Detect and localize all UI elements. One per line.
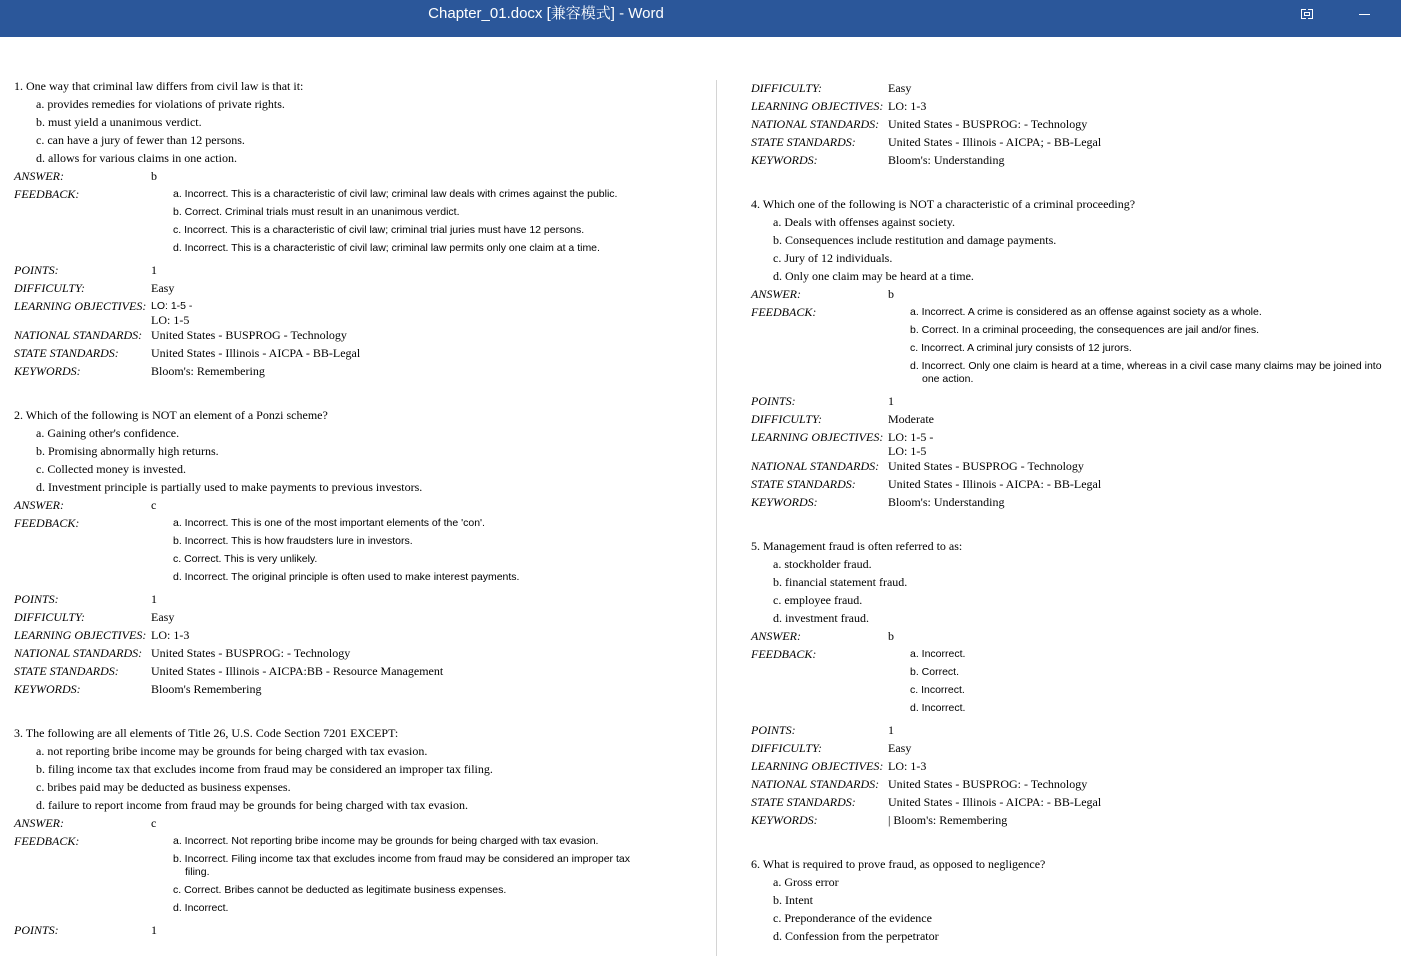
national-standards-label: NATIONAL STANDARDS: — [14, 646, 143, 660]
feedback-row — [751, 304, 1397, 389]
feedback-item: b. Correct. Criminal trials must result in an unanimous verdict. — [173, 206, 460, 218]
national-standards-row — [14, 327, 704, 345]
state-standards-row — [14, 663, 704, 681]
answer-row — [751, 286, 1397, 304]
restore-button[interactable] — [1284, 0, 1330, 28]
difficulty-label: DIFFICULTY: — [751, 81, 822, 95]
question-stem: 5. Management fraud is often referred to as: — [751, 539, 963, 553]
choice-c: c. Collected money is invested. — [36, 462, 186, 476]
learning-objectives-row — [14, 627, 704, 645]
feedback-item: a. Incorrect. This is one of the most important elements of the 'con'. — [173, 517, 485, 529]
question-stem: 3. The following are all elements of Title 26, U.S. Code Section 7201 EXCEPT: — [14, 726, 399, 740]
choice-a: a. Gross error — [773, 875, 839, 889]
national-standards-value: United States - BUSPROG: - Technology — [151, 646, 351, 660]
learning-objectives-label: LEARNING OBJECTIVES: — [751, 430, 884, 444]
keywords-label: KEYWORDS: — [751, 153, 818, 167]
keywords-label: KEYWORDS: — [14, 364, 81, 378]
choice-c: c. Jury of 12 individuals. — [773, 251, 893, 265]
choice-a: a. stockholder fraud. — [773, 557, 872, 571]
national-standards-label: NATIONAL STANDARDS: — [14, 328, 143, 342]
choice-b: b. financial statement fraud. — [773, 575, 908, 589]
difficulty-value: Easy — [151, 281, 175, 295]
feedback-item: c. Incorrect. — [910, 684, 965, 696]
difficulty-value: Moderate — [888, 412, 934, 426]
answer-label: ANSWER: — [14, 169, 64, 183]
national-standards-value: United States - BUSPROG - Technology — [151, 328, 347, 342]
state-standards-value: United States - Illinois - AICPA: - BB-Legal — [888, 795, 1102, 809]
learning-objectives-label: LEARNING OBJECTIVES: — [751, 759, 884, 773]
keywords-label: KEYWORDS: — [751, 495, 818, 509]
learning-objectives-row — [751, 98, 1397, 116]
state-standards-value: United States - Illinois - AICPA; - BB-Legal — [888, 135, 1102, 149]
question-stem: 1. One way that criminal law differs from civil law is that it: — [14, 79, 304, 93]
state-standards-label: STATE STANDARDS: — [14, 664, 119, 678]
points-label: POINTS: — [14, 592, 59, 606]
state-standards-value: United States - Illinois - AICPA:BB - Resource Management — [151, 664, 444, 678]
keywords-row — [14, 363, 704, 381]
keywords-row — [751, 152, 1397, 170]
lo-line: LO: 1-5 — [888, 444, 927, 458]
national-standards-label: NATIONAL STANDARDS: — [751, 117, 880, 131]
choice-b: b. Intent — [773, 893, 813, 907]
lo-line: LO: 1-5 - — [151, 300, 193, 312]
title-bar — [0, 0, 1401, 37]
question-1 — [14, 78, 704, 381]
points-value: 1 — [151, 592, 157, 606]
lo-line: LO: 1-5 — [151, 313, 190, 327]
answer-row — [14, 168, 704, 186]
feedback-row — [751, 646, 1397, 718]
feedback-item: d. Incorrect. Only one claim is heard at a time, whereas in a civil case many claims may be joined into one action. — [910, 360, 1382, 385]
document-page-right — [751, 78, 1397, 972]
points-value: 1 — [888, 394, 894, 408]
difficulty-row — [751, 411, 1397, 429]
points-row — [751, 722, 1397, 740]
choice-c: c. can have a jury of fewer than 12 persons. — [36, 133, 245, 147]
feedback-item: c. Incorrect. This is a characteristic of civil law; criminal trial juries must have 12 persons. — [173, 224, 585, 236]
feedback-label: FEEDBACK: — [751, 305, 817, 319]
answer-label: ANSWER: — [751, 629, 801, 643]
points-value: 1 — [151, 263, 157, 277]
state-standards-label: STATE STANDARDS: — [751, 795, 856, 809]
difficulty-value: Easy — [888, 741, 912, 755]
keywords-row — [751, 494, 1397, 512]
restore-icon — [1301, 9, 1313, 19]
keywords-label: KEYWORDS: — [751, 813, 818, 827]
feedback-item: a. Incorrect. Not reporting bribe income may be grounds for being charged with tax evasion. — [173, 835, 599, 847]
keywords-value: | Bloom's: Remembering — [888, 813, 1008, 827]
learning-objectives-row — [751, 758, 1397, 776]
feedback-list — [151, 186, 643, 258]
choice-d: d. failure to report income from fraud may be grounds for being charged with tax evasion. — [36, 798, 468, 812]
question-6 — [751, 856, 1397, 946]
page-divider — [716, 80, 717, 956]
learning-objectives-value — [151, 298, 192, 327]
feedback-item: c. Correct. Bribes cannot be deducted as legitimate business expenses. — [173, 884, 507, 896]
feedback-label: FEEDBACK: — [14, 834, 80, 848]
state-standards-row — [14, 345, 704, 363]
learning-objectives-value: LO: 1-3 — [888, 99, 927, 113]
feedback-item: d. Incorrect. — [910, 702, 966, 714]
state-standards-value: United States - Illinois - AICPA: - BB-Legal — [888, 477, 1102, 491]
feedback-list — [151, 515, 643, 587]
feedback-label: FEEDBACK: — [751, 647, 817, 661]
difficulty-label: DIFFICULTY: — [14, 281, 85, 295]
learning-objectives-value: LO: 1-3 — [151, 628, 190, 642]
state-standards-value: United States - Illinois - AICPA - BB-Legal — [151, 346, 361, 360]
learning-objectives-row — [14, 298, 704, 327]
national-standards-row — [14, 645, 704, 663]
keywords-value: Bloom's: Remembering — [151, 364, 265, 378]
answer-value: b — [888, 287, 894, 301]
learning-objectives-label: LEARNING OBJECTIVES: — [14, 628, 147, 642]
question-4 — [751, 196, 1397, 512]
answer-label: ANSWER: — [14, 498, 64, 512]
learning-objectives-row — [751, 429, 1397, 458]
question-3 — [14, 725, 704, 940]
keywords-label: KEYWORDS: — [14, 682, 81, 696]
choice-c: c. employee fraud. — [773, 593, 863, 607]
difficulty-value: Easy — [888, 81, 912, 95]
state-standards-row — [751, 476, 1397, 494]
choice-a: a. Deals with offenses against society. — [773, 215, 955, 229]
keywords-value: Bloom's: Understanding — [888, 153, 1005, 167]
feedback-label: FEEDBACK: — [14, 187, 80, 201]
choice-d: d. investment fraud. — [773, 611, 869, 625]
choice-b: b. Promising abnormally high returns. — [36, 444, 219, 458]
question-5 — [751, 538, 1397, 830]
keywords-row — [14, 681, 704, 699]
difficulty-row — [751, 80, 1397, 98]
national-standards-label: NATIONAL STANDARDS: — [751, 777, 880, 791]
points-value: 1 — [151, 923, 157, 937]
difficulty-row — [14, 609, 704, 627]
answer-value: b — [151, 169, 157, 183]
difficulty-row — [751, 740, 1397, 758]
national-standards-value: United States - BUSPROG: - Technology — [888, 117, 1088, 131]
choice-c: c. bribes paid may be deducted as business expenses. — [36, 780, 291, 794]
choice-d: d. allows for various claims in one action. — [36, 151, 237, 165]
points-row — [14, 922, 704, 940]
minimize-icon — [1359, 14, 1370, 15]
state-standards-row — [751, 794, 1397, 812]
choice-a: a. Gaining other's confidence. — [36, 426, 180, 440]
answer-value: c — [151, 498, 157, 512]
choice-b: b. must yield a unanimous verdict. — [36, 115, 202, 129]
state-standards-label: STATE STANDARDS: — [751, 135, 856, 149]
points-label: POINTS: — [751, 723, 796, 737]
answer-row — [751, 628, 1397, 646]
national-standards-label: NATIONAL STANDARDS: — [751, 459, 880, 473]
feedback-list — [888, 646, 1396, 718]
learning-objectives-label: LEARNING OBJECTIVES: — [751, 99, 884, 113]
feedback-item: d. Incorrect. The original principle is often used to make interest payments. — [173, 571, 520, 583]
feedback-item: d. Incorrect. — [173, 902, 229, 914]
answer-value: b — [888, 629, 894, 643]
feedback-row — [14, 833, 704, 918]
answer-row — [14, 497, 704, 515]
question-stem: 2. Which of the following is NOT an element of a Ponzi scheme? — [14, 408, 328, 422]
feedback-list — [151, 833, 643, 918]
feedback-item: c. Correct. This is very unlikely. — [173, 553, 318, 565]
answer-value: c — [151, 816, 157, 830]
state-standards-label: STATE STANDARDS: — [14, 346, 119, 360]
feedback-item: d. Incorrect. This is a characteristic of civil law; criminal law permits only one claim at a time. — [173, 242, 600, 254]
state-standards-label: STATE STANDARDS: — [751, 477, 856, 491]
points-row — [14, 591, 704, 609]
difficulty-label: DIFFICULTY: — [14, 610, 85, 624]
answer-row — [14, 815, 704, 833]
feedback-item: b. Incorrect. Filing income tax that excludes income from fraud may be considered an improper tax filing. — [173, 853, 630, 878]
feedback-item: a. Incorrect. — [910, 648, 966, 660]
answer-label: ANSWER: — [14, 816, 64, 830]
feedback-item: a. Incorrect. A crime is considered as an offense against society as a whole. — [910, 306, 1262, 318]
points-label: POINTS: — [14, 923, 59, 937]
choice-d: d. Investment principle is partially used to make payments to previous investors. — [36, 480, 423, 494]
keywords-value: Bloom's Remembering — [151, 682, 262, 696]
national-standards-row — [751, 776, 1397, 794]
national-standards-value: United States - BUSPROG - Technology — [888, 459, 1084, 473]
difficulty-label: DIFFICULTY: — [751, 741, 822, 755]
points-label: POINTS: — [14, 263, 59, 277]
learning-objectives-value — [888, 429, 933, 458]
question-2 — [14, 407, 704, 699]
choice-b: b. Consequences include restitution and damage payments. — [773, 233, 1057, 247]
feedback-item: b. Correct. In a criminal proceeding, the consequences are jail and/or fines. — [910, 324, 1260, 336]
feedback-row — [14, 515, 704, 587]
question-stem: 4. Which one of the following is NOT a characteristic of a criminal proceeding? — [751, 197, 1136, 211]
question-3-continued — [751, 80, 1397, 170]
lo-line: LO: 1-5 - — [888, 430, 934, 444]
choice-b: b. filing income tax that excludes income from fraud may be considered an improper tax filing. — [36, 762, 493, 776]
state-standards-row — [751, 134, 1397, 152]
choice-c: c. Preponderance of the evidence — [773, 911, 932, 925]
choice-d: d. Only one claim may be heard at a time. — [773, 269, 974, 283]
points-label: POINTS: — [751, 394, 796, 408]
feedback-item: b. Incorrect. This is how fraudsters lure in investors. — [173, 535, 413, 547]
points-value: 1 — [888, 723, 894, 737]
keywords-value: Bloom's: Understanding — [888, 495, 1005, 509]
minimize-button[interactable] — [1341, 0, 1387, 28]
difficulty-value: Easy — [151, 610, 175, 624]
feedback-item: b. Correct. — [910, 666, 960, 678]
choice-d: d. Confession from the perpetrator — [773, 929, 939, 943]
difficulty-label: DIFFICULTY: — [751, 412, 822, 426]
document-page-left — [14, 78, 704, 966]
points-row — [14, 262, 704, 280]
feedback-item: c. Incorrect. A criminal jury consists of 12 jurors. — [910, 342, 1132, 354]
national-standards-row — [751, 116, 1397, 134]
difficulty-row — [14, 280, 704, 298]
learning-objectives-value: LO: 1-3 — [888, 759, 927, 773]
points-row — [751, 393, 1397, 411]
national-standards-row — [751, 458, 1397, 476]
choice-a: a. provides remedies for violations of private rights. — [36, 97, 285, 111]
feedback-row — [14, 186, 704, 258]
feedback-label: FEEDBACK: — [14, 516, 80, 530]
window-title: Chapter_01.docx [兼容模式] - Word — [428, 5, 664, 22]
national-standards-value: United States - BUSPROG: - Technology — [888, 777, 1088, 791]
keywords-row — [751, 812, 1397, 830]
question-stem: 6. What is required to prove fraud, as opposed to negligence? — [751, 857, 1046, 871]
answer-label: ANSWER: — [751, 287, 801, 301]
feedback-item: a. Incorrect. This is a characteristic of civil law; criminal law deals with crimes against the public. — [173, 188, 618, 200]
feedback-list — [888, 304, 1396, 389]
choice-a: a. not reporting bribe income may be grounds for being charged with tax evasion. — [36, 744, 428, 758]
learning-objectives-label: LEARNING OBJECTIVES: — [14, 299, 147, 313]
